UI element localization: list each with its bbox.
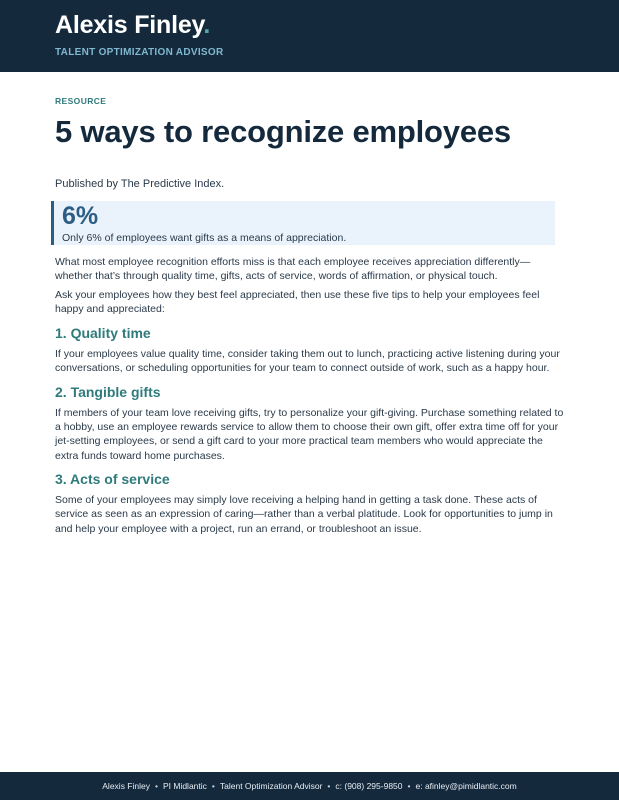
- brand-dot: .: [203, 11, 211, 39]
- article-title: 5 ways to recognize employees: [55, 114, 511, 149]
- section-title-quality-time: 1. Quality time: [55, 325, 151, 342]
- footer-role: Talent Optimization Advisor: [219, 781, 323, 791]
- stat-value: 6%: [62, 202, 99, 230]
- section-body-tangible-gifts: If members of your team love receiving gifts, try to personalize your gift-giving. Purchase something related to a hobby, use an employee rewards service to allow them to choose their own gift, offer extra time off for your jet-setting employees, or send a gift card to your more practical team members who would appreciate the extra funds toward home purchases.: [55, 406, 564, 462]
- footer-company: PI Midlantic: [162, 781, 207, 791]
- article: [55, 96, 565, 536]
- footer-email[interactable]: e: afinley@pimidlantic.com: [415, 781, 517, 791]
- intro-paragraph: What most employee recognition efforts miss is that each employee receives appreciation differently—whether that’s through quality time, gifts, acts of service, words of affirmation, or physical touch.: [55, 256, 531, 283]
- section-body-acts-of-service: Some of your employees may simply love receiving a helping hand in getting a task done. These acts of service as seen as an expression of caring—rather than a verbal platitude. Look for opportunities to jump in and help your employee with a project, run an errand, or troubleshoot an issue.: [55, 493, 553, 535]
- footer-separator: •: [327, 781, 331, 791]
- section-body-quality-time: If your employees value quality time, consider taking them out to lunch, practicing active listening during your conversations, or scheduling opportunities for your team to connect outside of work, such as a happy hour.: [55, 348, 560, 375]
- stat-caption: Only 6% of employees want gifts as a means of appreciation.: [62, 232, 347, 244]
- header-bar: [0, 0, 619, 72]
- section-title-acts-of-service: 3. Acts of service: [55, 470, 170, 487]
- footer-separator: •: [211, 781, 215, 791]
- footer-separator: •: [154, 781, 158, 791]
- article-kicker: RESOURCE: [55, 96, 107, 106]
- footer-name: Alexis Finley: [102, 781, 150, 791]
- footer-separator: •: [407, 781, 411, 791]
- tips-intro-paragraph: Ask your employees how they best feel appreciated, then use these five tips to help your employees feel happy and appreciated:: [55, 288, 540, 315]
- brand-role: TALENT OPTIMIZATION ADVISOR: [55, 47, 224, 58]
- footer-bar: [0, 772, 619, 800]
- article-publisher: Published by The Predictive Index.: [55, 178, 225, 190]
- section-title-tangible-gifts: 2. Tangible gifts: [55, 383, 161, 400]
- stat-callout: [51, 201, 555, 245]
- footer-phone: c: (908) 295-9850: [335, 781, 403, 791]
- brand-name: [55, 11, 210, 40]
- brand-name-text: Alexis Finley: [55, 11, 204, 39]
